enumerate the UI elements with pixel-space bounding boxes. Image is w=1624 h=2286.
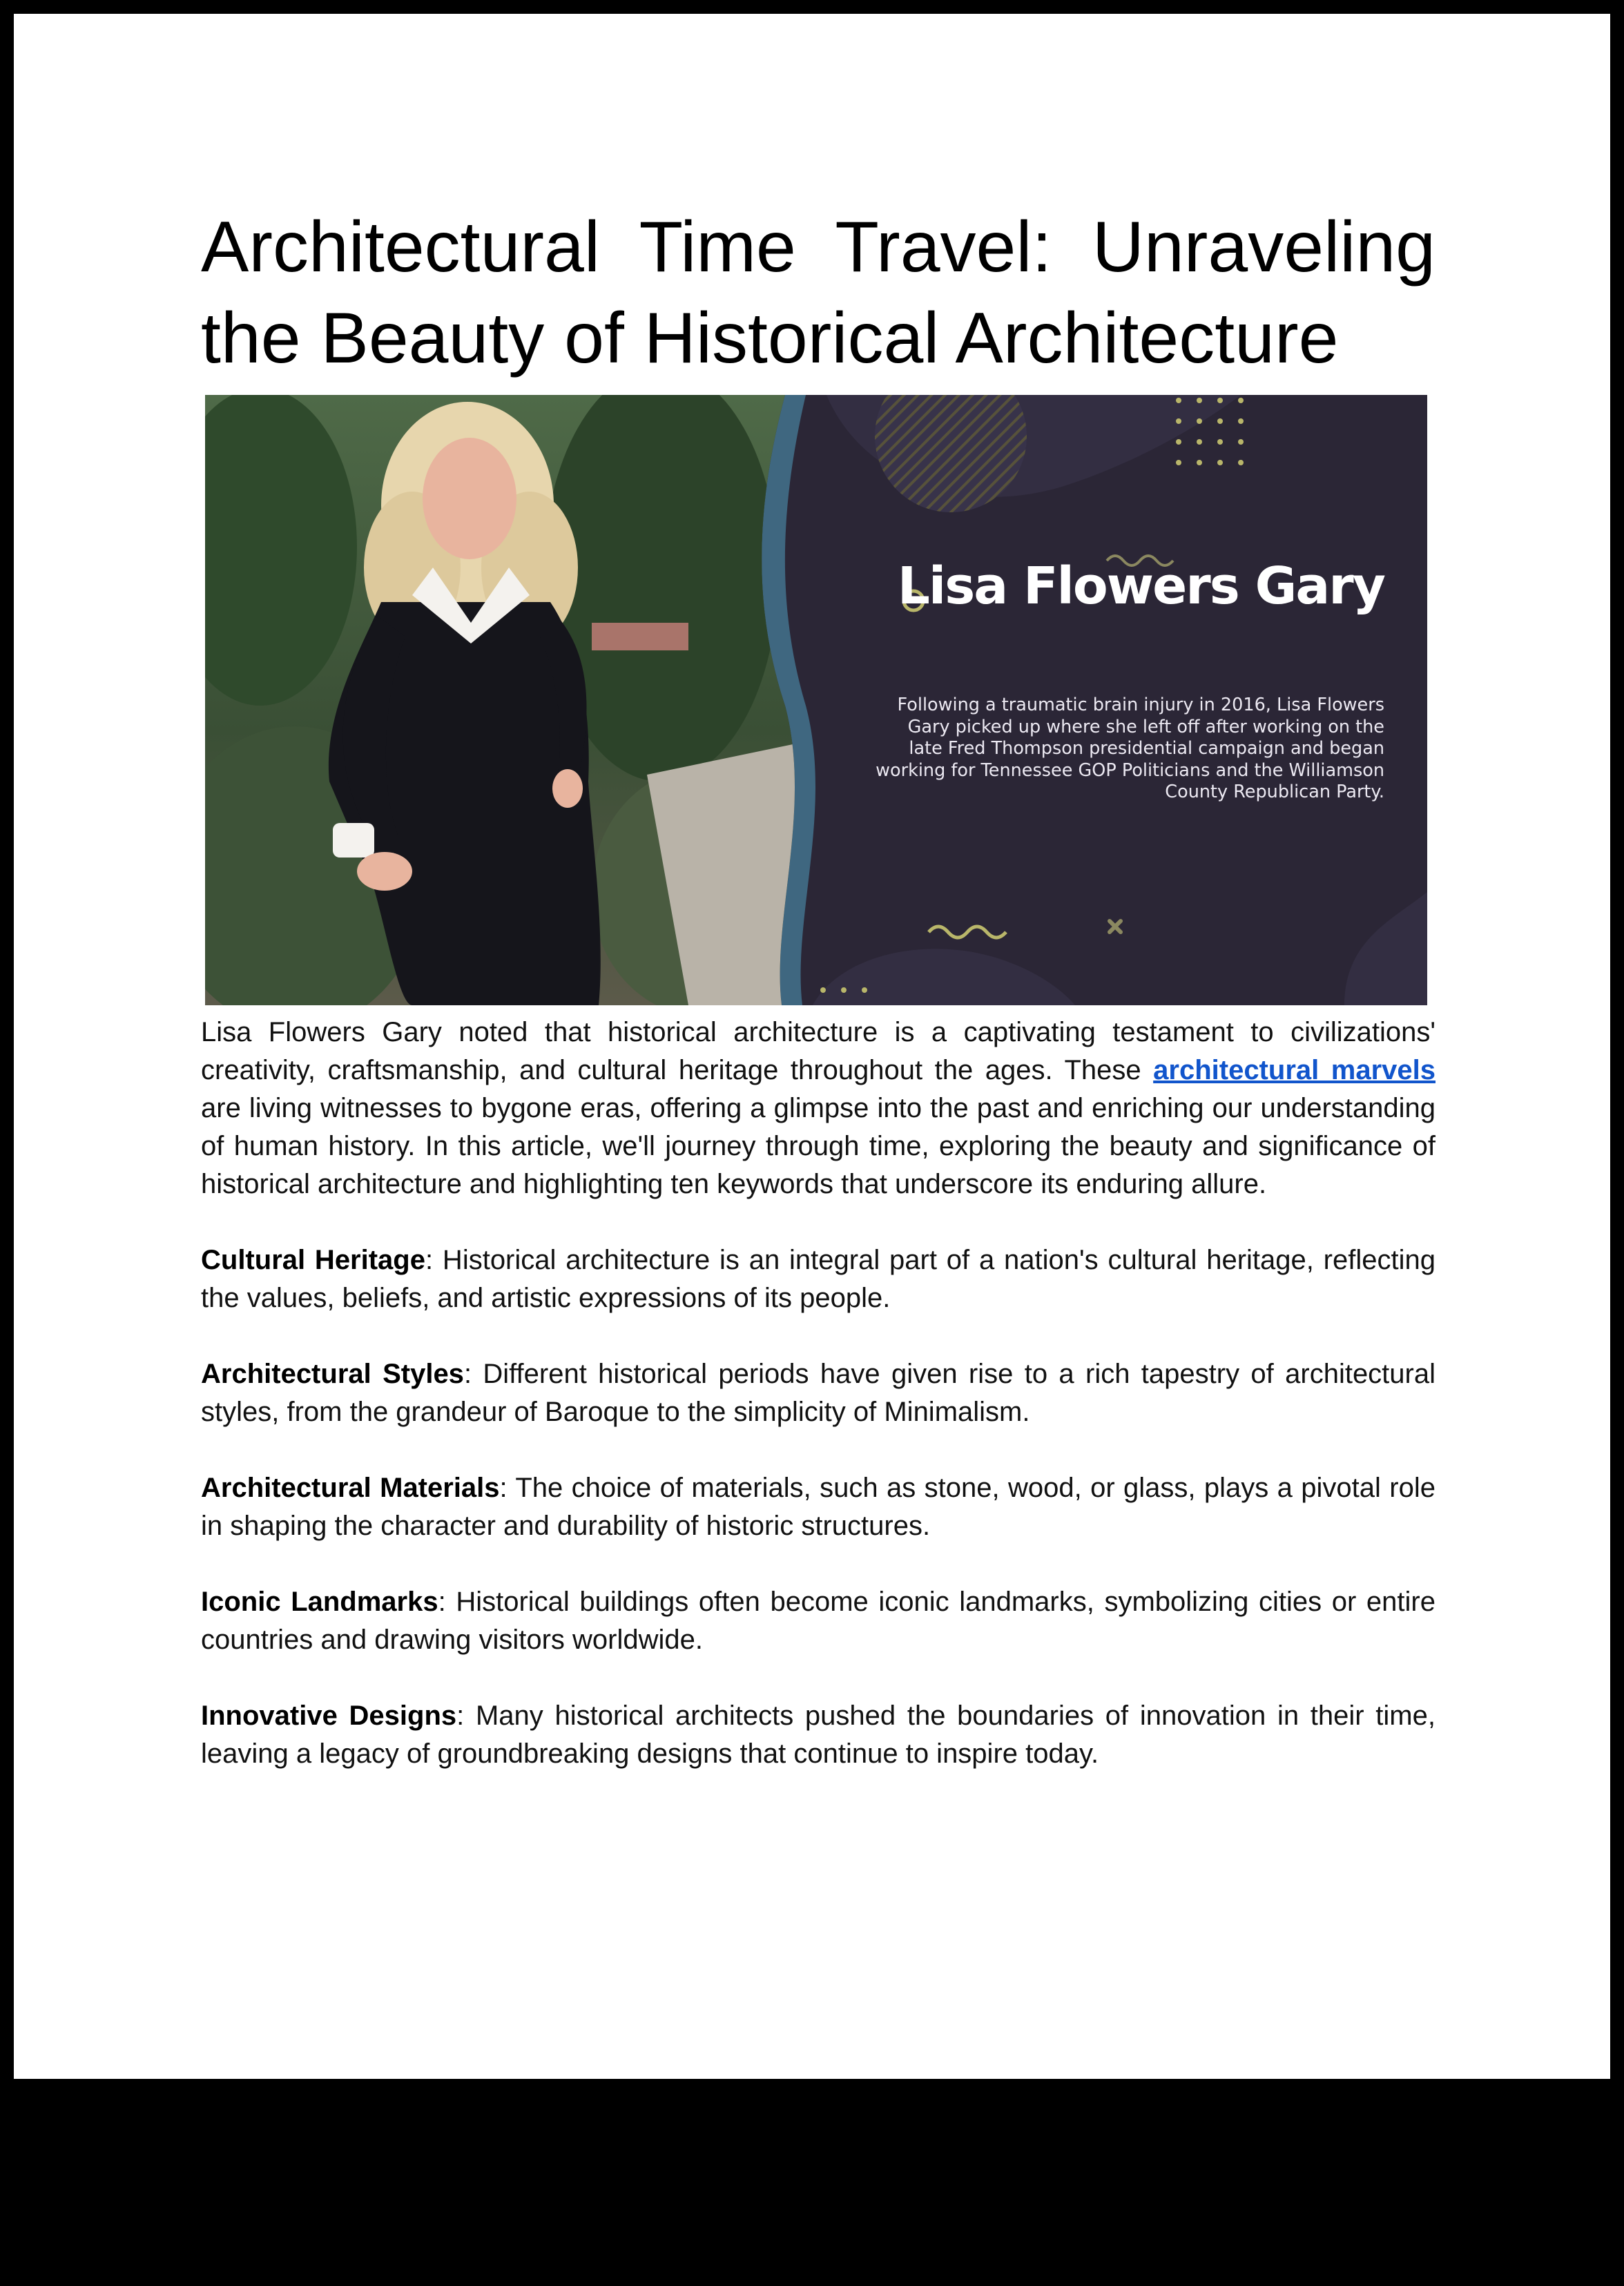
keyword-term: Architectural Materials [201, 1473, 500, 1503]
keyword-term: Iconic Landmarks [201, 1587, 438, 1617]
article-body [201, 1014, 1436, 1773]
keyword-paragraph [201, 1697, 1436, 1773]
keyword-description: : Historical architecture is an integral part of a nation's cultural heritage, reflecting the values, beliefs, and artistic expressions of its people. [201, 1245, 1436, 1313]
intro-text-before-link: Lisa Flowers Gary noted that historical architecture is a captivating testament to civilizations' creativity, craftsmanship, and cultural heritage throughout the ages. These [201, 1017, 1436, 1085]
banner-caption: Following a traumatic brain injury in 2016, Lisa Flowers Gary picked up where she left off after working on the late Fred Thompson presidential campaign and began working for Tennessee GOP Politicians and the Williamson County Republican Party. [876, 695, 1384, 802]
keyword-description: : The choice of materials, such as stone, wood, or glass, plays a pivotal role in shaping the character and durability of historic structures. [201, 1473, 1436, 1541]
keyword-term: Architectural Styles [201, 1359, 464, 1389]
article-content [201, 202, 1436, 1811]
document-page [14, 14, 1610, 2079]
keyword-description: : Many historical architects pushed the boundaries of innovation in their time, leaving a legacy of groundbreaking designs that continue to inspire today. [201, 1701, 1436, 1769]
keyword-paragraph [201, 1583, 1436, 1659]
keyword-description: : Different historical periods have given rise to a rich tapestry of architectural styles, from the grandeur of Baroque to the simplicity of Minimalism. [201, 1359, 1436, 1427]
article-title: Architectural Time Travel: Unraveling the Beauty of Historical Architecture [201, 207, 1436, 378]
architectural-marvels-link[interactable]: architectural marvels [1153, 1055, 1436, 1085]
intro-text-after-link: are living witnesses to bygone eras, offering a glimpse into the past and enriching our understanding of human history. In this article, we'll journey through time, exploring the beauty and significance of historical architecture and highlighting ten keywords that underscore its enduring allure. [201, 1093, 1436, 1199]
keyword-paragraph [201, 1355, 1436, 1431]
banner-name-heading: Lisa Flowers Gary [897, 556, 1384, 616]
keyword-term: Cultural Heritage [201, 1245, 425, 1275]
keyword-term: Innovative Designs [201, 1701, 457, 1731]
keyword-paragraph [201, 1469, 1436, 1545]
intro-paragraph [201, 1014, 1436, 1203]
keyword-paragraph [201, 1241, 1436, 1317]
featured-banner-image [205, 395, 1427, 1005]
keyword-description: : Historical buildings often become iconic landmarks, symbolizing cities or entire countries and drawing visitors worldwide. [201, 1587, 1436, 1655]
